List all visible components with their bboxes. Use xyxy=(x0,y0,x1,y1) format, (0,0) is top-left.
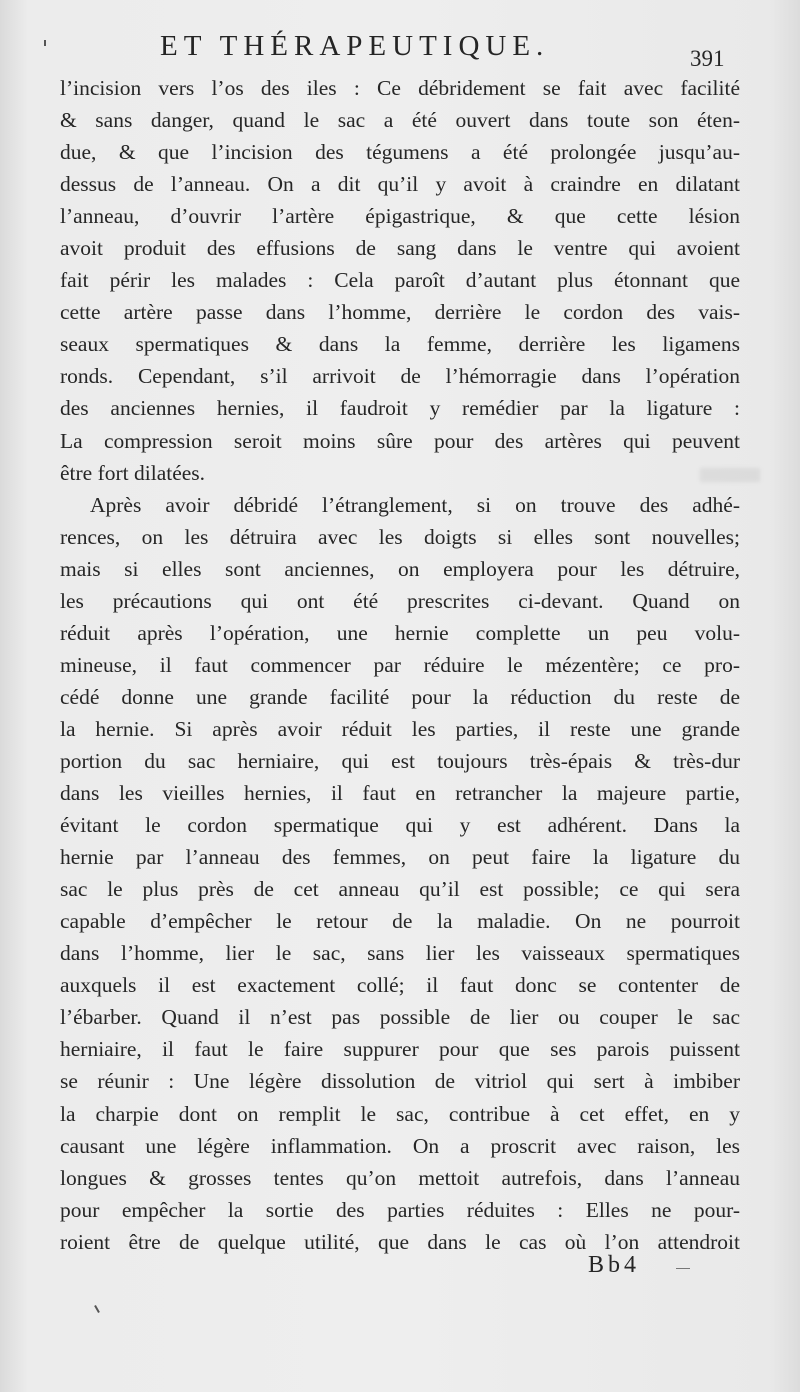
paper-speck xyxy=(44,40,46,46)
text-line: seaux spermatiques & dans la femme, derrière les ligamens xyxy=(60,332,740,357)
text-line: capable d’empêcher le retour de la maladie. On ne pourroit xyxy=(60,909,740,934)
paragraph-start-line: Après avoir débridé l’étranglement, si on trouve des adhé- xyxy=(90,492,740,517)
text-line: roient être de quelque utilité, que dans le cas où l’on attendroit xyxy=(60,1229,740,1254)
body-text xyxy=(60,72,740,1258)
text-line: dans les vieilles hernies, il faut en retrancher la majeure partie, xyxy=(60,781,740,806)
text-line: cédé donne une grande facilité pour la réduction du reste de xyxy=(60,684,740,709)
text-line: ronds. Cependant, s’il arrivoit de l’hémorragie dans l’opération xyxy=(60,364,740,389)
text-line: réduit après l’opération, une hernie complette un peu volu- xyxy=(60,620,740,645)
text-line: mineuse, il faut commencer par réduire le mézentère; ce pro- xyxy=(60,652,740,677)
paper-speck xyxy=(676,1268,690,1269)
paragraph-end-line: être fort dilatées. xyxy=(60,460,206,485)
text-line: la charpie dont on remplit le sac, contribue à cet effet, en y xyxy=(60,1101,740,1126)
text-line: mais si elles sont anciennes, on employera pour les détruire, xyxy=(60,556,740,581)
text-line: hernie par l’anneau des femmes, on peut faire la ligature du xyxy=(60,845,740,870)
text-line: se réunir : Une légère dissolution de vitriol qui sert à imbiber xyxy=(60,1069,740,1094)
text-line: évitant le cordon spermatique qui y est adhérent. Dans la xyxy=(60,813,740,838)
page-header xyxy=(0,30,800,70)
text-line: & sans danger, quand le sac a été ouvert dans toute son éten- xyxy=(60,108,740,133)
text-line: dans l’homme, lier le sac, sans lier les vaisseaux spermatiques xyxy=(60,941,740,966)
text-line: causant une légère inflammation. On a proscrit avec raison, les xyxy=(60,1133,740,1158)
text-line: l’anneau, d’ouvrir l’artère épigastrique, & que cette lésion xyxy=(60,204,740,229)
text-line: fait périr les malades : Cela paroît d’autant plus étonnant que xyxy=(60,268,740,293)
running-head: ET THÉRAPEUTIQUE. xyxy=(160,30,550,62)
text-line: des anciennes hernies, il faudroit y remédier par la ligature : xyxy=(60,396,740,421)
text-line: rences, on les détruira avec les doigts si elles sont nouvelles; xyxy=(60,524,740,549)
text-line: cette artère passe dans l’homme, derrière le cordon des vais- xyxy=(60,300,740,325)
text-line: sac le plus près de cet anneau qu’il est possible; ce qui sera xyxy=(60,877,740,902)
text-line: La compression seroit moins sûre pour des artères qui peuvent xyxy=(60,428,740,453)
text-line: les précautions qui ont été prescrites ci-devant. Quand on xyxy=(60,588,740,613)
text-line: l’incision vers l’os des iles : Ce débridement se fait avec facilité xyxy=(60,76,740,100)
text-line: l’ébarber. Quand il n’est pas possible de lier ou couper le sac xyxy=(60,1005,740,1030)
text-line: portion du sac herniaire, qui est toujours très-épais & très-dur xyxy=(60,748,740,773)
text-line: pour empêcher la sortie des parties réduites : Elles ne pour- xyxy=(60,1197,740,1222)
text-line: dessus de l’anneau. On a dit qu’il y avoit à craindre en dilatant xyxy=(60,172,740,197)
text-line: longues & grosses tentes qu’on mettoit autrefois, dans l’anneau xyxy=(60,1165,740,1190)
text-line: auxquels il est exactement collé; il faut donc se contenter de xyxy=(60,973,740,998)
text-line: la hernie. Si après avoir réduit les parties, il reste une grande xyxy=(60,716,740,741)
text-line: herniaire, il faut le faire suppurer pour que ses parois puissent xyxy=(60,1037,740,1062)
paper-speck xyxy=(94,1305,100,1313)
show-through-smudge xyxy=(700,468,760,482)
text-line: avoit produit des effusions de sang dans le ventre qui avoient xyxy=(60,236,740,261)
page-number: 391 xyxy=(690,46,725,71)
text-line: due, & que l’incision des tégumens a été prolongée jusqu’au- xyxy=(60,140,740,165)
signature-mark: Bb4 xyxy=(588,1252,641,1278)
